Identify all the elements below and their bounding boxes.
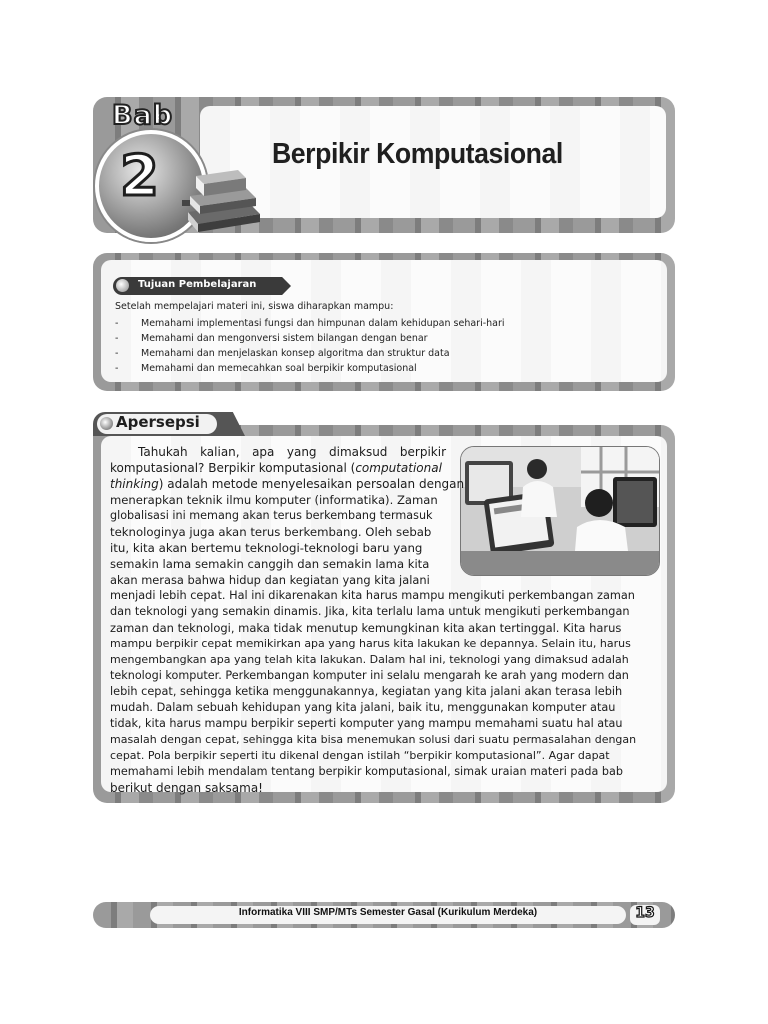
dash: - xyxy=(115,318,119,329)
objective-text: Memahami implementasi fungsi dan himpunan dalam kehidupan sehari-hari xyxy=(141,318,505,329)
objectives-intro: Setelah mempelajari materi ini, siswa diharapkan mampu: xyxy=(115,301,394,312)
paragraph-line: globalisasi ini memang akan terus berkembang termasuk xyxy=(110,509,433,522)
paragraph-line: teknologi komputer. Perkembangan komputer ini selalu mengarah ke arah yang modern dan xyxy=(110,669,629,682)
dash: - xyxy=(115,333,119,344)
students-computer-photo xyxy=(460,446,660,576)
paragraph-line: mampu berpikir cepat memikirkan apa yang harus kita lakukan ke depannya. Selain itu, harus xyxy=(110,637,631,650)
paragraph-line: semakin lama semakin canggih dan semakin lama kita xyxy=(110,557,430,571)
paragraph-line: zaman dan teknologi, maka tidak menutup kemungkinan kita akan tertinggal. Kita harus xyxy=(110,621,622,635)
bullet-icon xyxy=(116,279,129,292)
paragraph-line: mengembangkan apa yang telah kita lakukan. Dalam hal ini, teknologi yang dimaksud adalah xyxy=(110,653,629,666)
paragraph-line: lebih cepat, sehingga ketika menggunakannya, kegiatan yang kita jalani akan terasa lebih xyxy=(110,685,623,698)
list-item xyxy=(115,331,505,346)
text-run: komputasional? Berpikir komputasional ( xyxy=(110,461,356,475)
books-icon xyxy=(180,160,266,236)
paragraph-line xyxy=(110,476,465,492)
paragraph-line: berikut dengan saksama! xyxy=(110,781,263,795)
objective-text: Memahami dan memecahkan soal berpikir komputasional xyxy=(141,363,417,374)
paragraph-line: dan teknologi yang semakin dinamis. Jika, kita terlalu lama untuk mengikuti perkembangan xyxy=(110,605,630,618)
list-item xyxy=(115,346,505,361)
apersepsi-title: Apersepsi xyxy=(116,413,200,431)
objective-text: Memahami dan mengonversi sistem bilangan dengan benar xyxy=(141,333,428,344)
paragraph-line: mudah. Dalam sebuah kehidupan yang kita jalani, baik itu, menggunakan komputer atau xyxy=(110,701,616,714)
text-run: ) adalah metode menyelesaikan persoalan dengan xyxy=(158,477,465,491)
italic-term: computational xyxy=(355,461,442,475)
paragraph-line: itu, kita akan bertemu teknologi-teknologi baru yang xyxy=(110,541,423,555)
paragraph-line: memahami lebih mendalam tentang berpikir komputasional, simak uraian materi pada bab xyxy=(110,765,623,778)
italic-term: thinking xyxy=(110,477,159,491)
paragraph-line: menerapkan teknik ilmu komputer (informatika). Zaman xyxy=(110,493,438,507)
paragraph-line: menjadi lebih cepat. Hal ini dikarenakan kita harus mampu mengikuti perkembangan zaman xyxy=(110,589,635,602)
paragraph-line xyxy=(110,460,446,476)
list-item xyxy=(115,316,505,331)
objectives-list xyxy=(115,316,505,376)
dash: - xyxy=(115,348,119,359)
objectives-title: Tujuan Pembelajaran xyxy=(138,279,257,290)
paragraph-line: tidak, kita harus mampu berpikir seperti komputer yang mampu memahami suatu hal atau xyxy=(110,717,623,730)
list-item xyxy=(115,361,505,376)
paragraph-line: teknologinya juga akan terus berkembang. Oleh sebab xyxy=(110,525,432,539)
page-number: 13 xyxy=(635,905,655,921)
footer-book-title: Informatika VIII SMP/MTs Semester Gasal (Kurikulum Merdeka) xyxy=(238,907,538,918)
chapter-number: 2 xyxy=(120,144,159,209)
chapter-title: Berpikir Komputasional xyxy=(272,138,563,170)
bullet-icon xyxy=(100,417,113,430)
dash: - xyxy=(115,363,119,374)
paragraph-line: masalah dengan cepat, sehingga kita bisa menemukan solusi dari suatu permasalahan dengan xyxy=(110,733,637,746)
paragraph-line: akan merasa bahwa hidup dan kegiatan yang kita jalani xyxy=(110,573,430,587)
chapter-word: Bab xyxy=(112,100,174,131)
paragraph-line: Tahukah kalian, apa yang dimaksud berpikir xyxy=(138,445,446,459)
objective-text: Memahami dan menjelaskan konsep algoritma dan struktur data xyxy=(141,348,450,359)
paragraph-line: cepat. Pola berpikir seperti itu dikenal dengan istilah “berpikir komputasional”. Agar dapat xyxy=(110,749,610,762)
